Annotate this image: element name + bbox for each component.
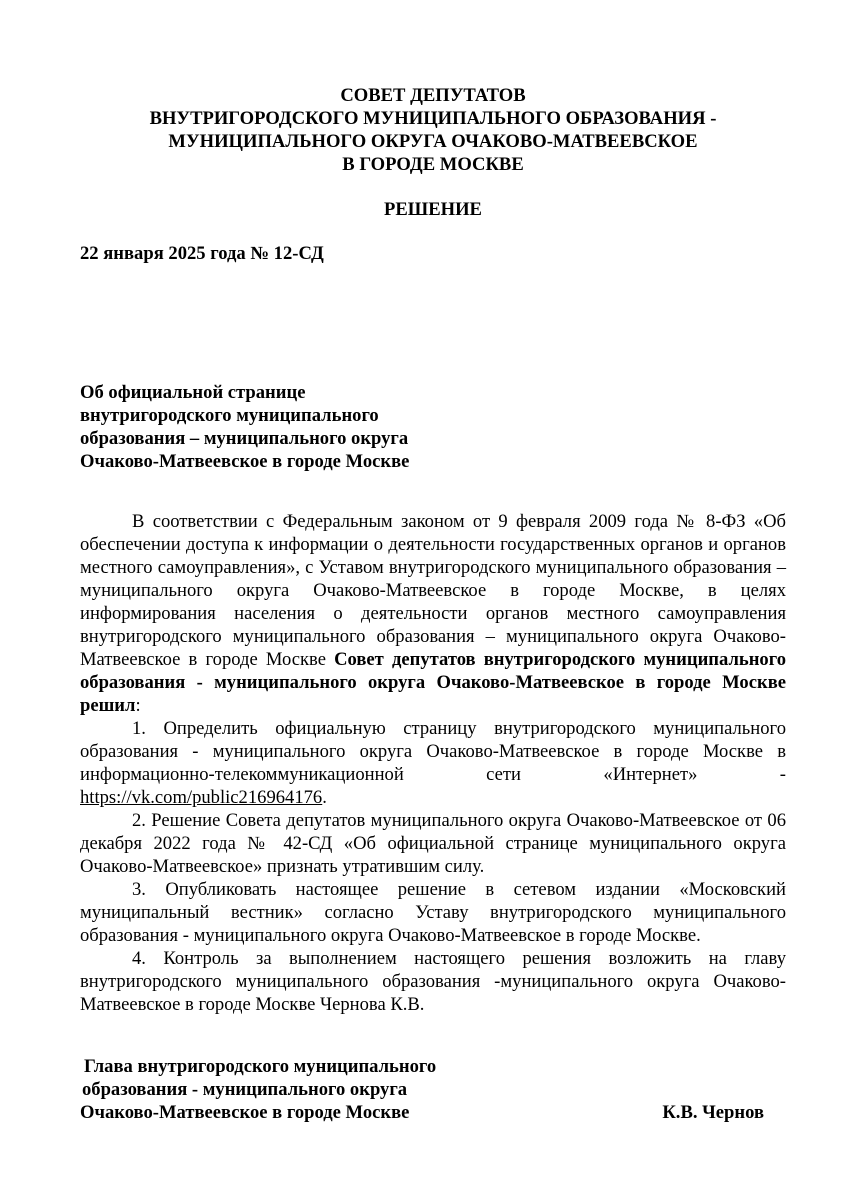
header-line-2: ВНУТРИГОРОДСКОГО МУНИЦИПАЛЬНОГО ОБРАЗОВАНИЯ - [149, 108, 717, 129]
decision-title: РЕШЕНИЕ [384, 199, 482, 220]
subject-line-4: Очаково-Матвеевское в городе Москве [80, 451, 410, 472]
preamble-text: В соответствии с Федеральным законом от 9 февраля 2009 года № 8-ФЗ «Об обеспечении доступа к информации о деятельности государственных органов и органов местного самоуправления», с Уставом внутригородского муниципального образования – муниципального округа Очаково-Матвеевское в городе Москве, в целях информирования населения о деятельности органов местного самоуправления внутригородского муниципального образования – муниципального округа Очаково-Матвеевское в городе Москве [80, 511, 786, 670]
signature-block [80, 1055, 764, 1124]
preamble-tail: : [135, 695, 141, 716]
signature-title-1: Глава внутригородского муниципального [84, 1056, 437, 1077]
preamble-bold: Совет депутатов внутригородского муниципального образования - муниципального округа Очаково-Матвеевское в городе Москве решил [80, 649, 787, 716]
item-3-paragraph: 3. Опубликовать настоящее решение в сетевом издании «Московский муниципальный вестник» согласно Уставу внутригородского муниципального образования - муниципального округа Очаково-Матвеевское в городе Москве. [80, 879, 786, 946]
subject-line-3: образования – муниципального округа [80, 428, 409, 449]
signatory-name: К.В. Чернов [662, 1102, 764, 1123]
header-line-1: СОВЕТ ДЕПУТАТОВ [340, 85, 526, 106]
signature-title-3: Очаково-Матвеевское в городе Москве [80, 1102, 410, 1123]
item-1-paragraph [80, 717, 786, 809]
subject-line-2: внутригородского муниципального [80, 405, 379, 426]
official-page-link[interactable]: https://vk.com/public216964176 [80, 787, 323, 808]
item-2-paragraph: 2. Решение Совета депутатов муниципального округа Очаково-Матвеевское от 06 декабря 2022 года № 42-СД «Об официальной странице муниципального округа Очаково-Матвеевское» признать утратившим силу. [80, 810, 786, 877]
document-header [80, 84, 786, 176]
signature-line-2 [80, 1078, 764, 1101]
preamble-paragraph [80, 510, 786, 717]
signature-line-3 [80, 1101, 764, 1124]
document-subject [80, 381, 409, 473]
item-4-paragraph: 4. Контроль за выполнением настоящего решения возложить на главу внутригородского муниципального образования -муниципального округа Очаково-Матвеевское в городе Москве Чернова К.В. [80, 948, 786, 1015]
signature-title-2: образования - муниципального округа [82, 1079, 408, 1100]
item-1-text: 1. Определить официальную страницу внутригородского муниципального образования - муниципального округа Очаково-Матвеевское в городе Москве в информационно-телекоммуникационной сети «Интернет» - [80, 718, 786, 785]
document-body [80, 510, 786, 1016]
subject-line-1: Об официальной странице [80, 382, 306, 403]
item-1-tail: . [322, 787, 327, 808]
signature-line-1 [80, 1055, 764, 1078]
header-line-4: В ГОРОДЕ МОСКВЕ [342, 154, 524, 175]
document-date-number: 22 января 2025 года № 12-СД [80, 243, 324, 264]
header-line-3: МУНИЦИПАЛЬНОГО ОКРУГА ОЧАКОВО-МАТВЕЕВСКОЕ [168, 131, 698, 152]
